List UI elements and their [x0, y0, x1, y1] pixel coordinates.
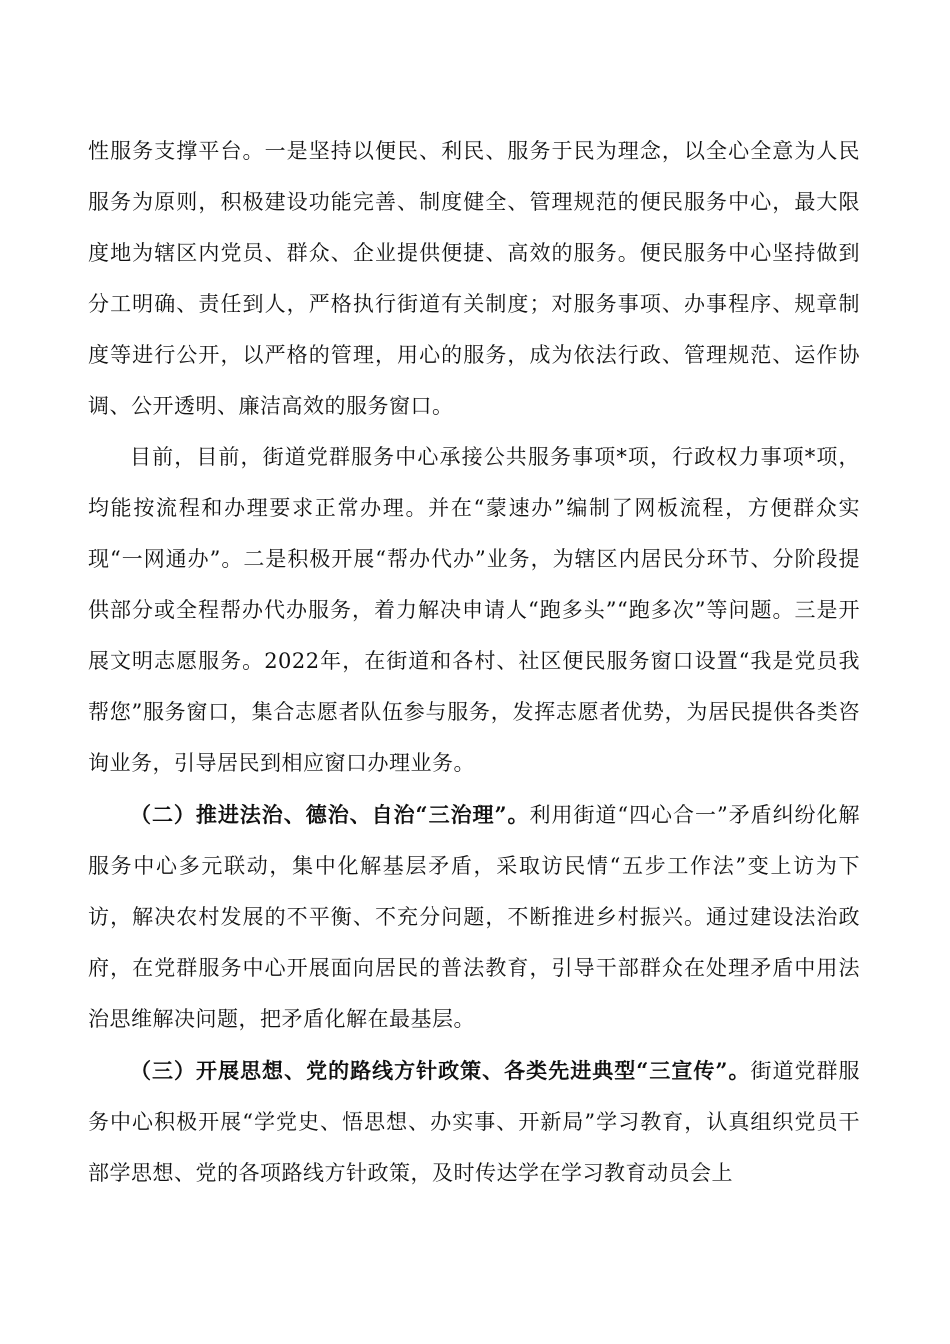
- paragraph-1-text: 性服务支撑平台。一是坚持以便民、利民、服务于民为理念，以全心全意为人民服务为原则，积极建设功能完善、制度健全、管理规范的便民服务中心，最大限度地为辖区内党员、群众、企业提供便捷、高效的服务。便民服务中心坚持做到分工明确、责任到人，严格执行街道有关制度；对服务事项、办事程序、规章制度等进行公开，以严格的管理，用心的服务，成为依法行政、管理规范、运作协调、公开透明、廉洁高效的服务窗口。: [88, 139, 860, 418]
- paragraph-3-text: 利用街道“四心合一”矛盾纠纷化解服务中心多元联动，集中化解基层矛盾，采取访民情“五步工作法”变上访为下访，解决农村发展的不平衡、不充分问题，不断推进乡村振兴。通过建设法治政府，在党群服务中心开展面向居民的普法教育，引导干部群众在处理矛盾中用法治思维解决问题，把矛盾化解在最基层。: [88, 803, 860, 1031]
- paragraph-2-text: 目前，目前，街道党群服务中心承接公共服务事项*项，行政权力事项*项，均能按流程和办理要求正常办理。并在“蒙速办”编制了网板流程，方便群众实现“一网通办”。二是积极开展“帮办代办”业务，为辖区内居民分环节、分阶段提供部分或全程帮办代办服务，着力解决申请人“跑多头”“跑多次”等问题。三是开展文明志愿服务。2022年，在街道和各村、社区便民服务窗口设置“我是党员我帮您”服务窗口，集合志愿者队伍参与服务，发挥志愿者优势，为居民提供各类咨询业务，引导居民到相应窗口办理业务。: [88, 445, 860, 775]
- paragraph-3: [88, 789, 860, 1045]
- paragraph-4: [88, 1045, 860, 1199]
- paragraph-3-heading: （二）推进法治、德治、自治“三治理”。: [130, 802, 530, 827]
- paragraph-2: [88, 432, 860, 789]
- paragraph-4-text: 街道党群服务中心积极开展“学党史、悟思想、办实事、开新局”学习教育，认真组织党员干部学思想、党的各项路线方针政策，及时传达学在学习教育动员会上: [88, 1059, 861, 1185]
- paragraph-1: [88, 126, 860, 432]
- document-page: [88, 126, 860, 1199]
- paragraph-4-heading: （三）开展思想、党的路线方针政策、各类先进典型“三宣传”。: [130, 1058, 751, 1083]
